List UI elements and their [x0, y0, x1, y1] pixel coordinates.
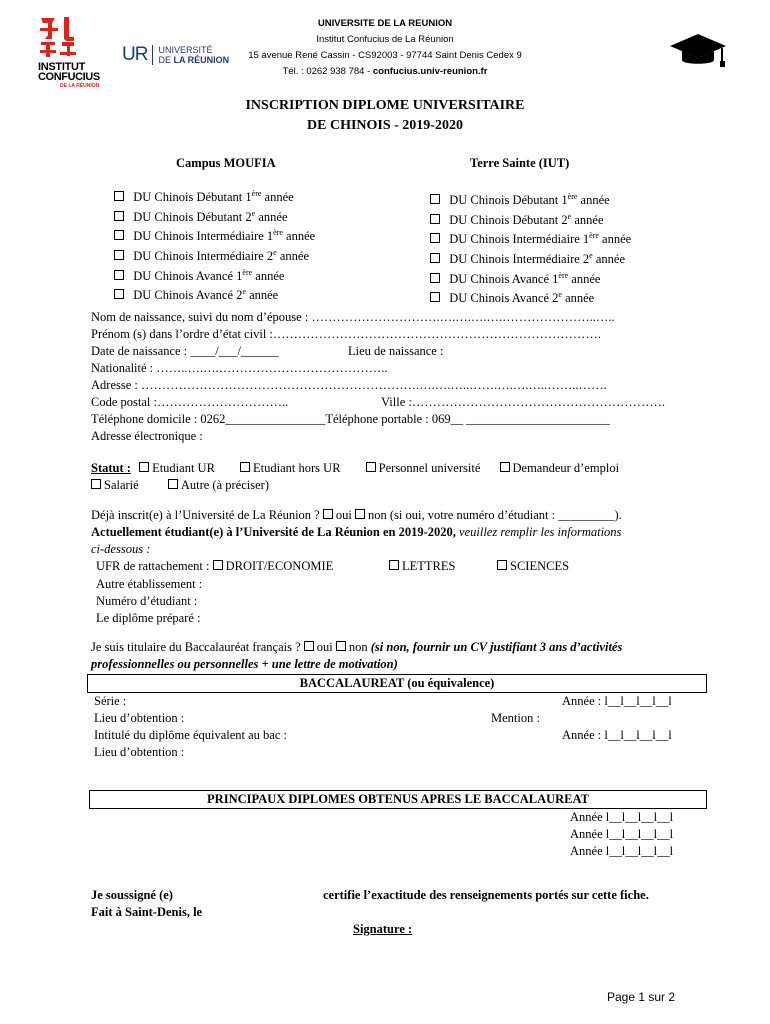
confucius-chinese-characters-icon [38, 14, 98, 58]
confucius-logo [38, 14, 98, 94]
field-autre-etablissement[interactable]: Autre établissement : [96, 577, 203, 591]
phone: Tél. : 0262 938 784 - [282, 66, 371, 77]
terre-sainte-option[interactable]: DU Chinois Intermédiaire 1ère année [430, 228, 631, 248]
ufr-label: UFR de rattachement : [96, 559, 210, 573]
checkbox-non[interactable] [355, 509, 365, 519]
checkbox[interactable] [213, 560, 223, 570]
checkbox[interactable] [91, 479, 101, 489]
terre-sainte-option[interactable]: DU Chinois Avancé 1ère année [430, 268, 631, 288]
checkbox[interactable] [114, 211, 124, 221]
bac-note: (si non, fournir un CV justifiant 3 ans d’activités [370, 640, 623, 654]
bac-question-row [91, 640, 622, 655]
diplomes-years [570, 809, 673, 860]
checkbox[interactable] [168, 479, 178, 489]
ufr-row [96, 559, 333, 574]
field-annee-bac[interactable]: Année : l__l__l__l__l [562, 694, 672, 708]
field-date-naissance[interactable]: Date de naissance : ____/___/______ [91, 344, 279, 358]
checkbox[interactable] [430, 273, 440, 283]
checkbox[interactable] [114, 289, 124, 299]
field-annee-diplome[interactable]: Année l__l__l__l__l [570, 827, 674, 841]
moufia-option[interactable]: DU Chinois Intermédiaire 1ère année [114, 225, 315, 245]
bac-note-2: professionnelles ou personnelles + une lettre de motivation) [91, 657, 398, 671]
field-mention[interactable]: Mention : [491, 711, 540, 725]
statut-option[interactable]: Demandeur d’emploi [500, 461, 620, 475]
statut-row-2 [91, 478, 269, 493]
actuel-text: Actuellement étudiant(e) à l’Université de La Réunion en 2019-2020, [91, 525, 456, 539]
field-annee-diplome[interactable]: Année l__l__l__l__l [570, 844, 674, 858]
field-code-postal[interactable]: Code postal :………………………….. [91, 395, 289, 409]
ufr-option[interactable]: DROIT/ECONOMIE [213, 559, 334, 573]
diplomes-box-title: PRINCIPAUX DIPLOMES OBTENUS APRES LE BACCALAUREAT [89, 790, 707, 809]
contact-line [175, 66, 595, 77]
field-tel-portable[interactable]: Téléphone portable : 069__ _______________________ [325, 412, 611, 426]
moufia-option[interactable]: DU Chinois Débutant 1ère année [114, 186, 315, 206]
field-lieu-naissance[interactable]: Lieu de naissance : [348, 344, 444, 358]
actuel-note-2: ci-dessous : [91, 542, 151, 556]
checkbox[interactable] [240, 462, 250, 472]
logo-text-1: INSTITUT [38, 61, 86, 73]
campus-terre-sainte-title: Terre Sainte (IUT) [470, 156, 570, 170]
campus-moufia-options [114, 186, 315, 304]
oui-label: oui [335, 508, 352, 522]
checkbox[interactable] [430, 214, 440, 224]
checkbox-oui[interactable] [323, 509, 333, 519]
campus-terre-sainte-options [430, 189, 631, 307]
bac-box-title: BACCALAUREAT (ou équivalence) [87, 674, 707, 693]
graduation-cap-icon [668, 30, 728, 76]
field-prenom[interactable]: Prénom (s) dans l’ordre d’état civil :……………………………………………………………………. [91, 327, 602, 341]
checkbox[interactable] [139, 462, 149, 472]
statut-row-1 [91, 461, 619, 476]
moufia-option[interactable]: DU Chinois Intermédiaire 2e année [114, 245, 315, 265]
field-nom[interactable]: Nom de naissance, suivi du nom d’épouse : ………………………….….….….….…………………..….. [91, 310, 615, 324]
statut-option[interactable]: Salarié [91, 478, 139, 492]
non-label: non [348, 640, 368, 654]
checkbox-oui[interactable] [304, 641, 314, 651]
statut-option[interactable]: Etudiant UR [139, 461, 215, 475]
field-adresse[interactable]: Adresse : ………………………………………………………….….….…..…….….….…..……..……. [91, 378, 607, 392]
moufia-option[interactable]: DU Chinois Débutant 2e année [114, 206, 315, 226]
field-annee-diplome[interactable]: Année l__l__l__l__l [570, 810, 674, 824]
signature-label: Signature : [353, 922, 413, 936]
actuel-note: veuillez remplir les informations [459, 525, 622, 539]
checkbox[interactable] [430, 194, 440, 204]
ur-mark: UR [122, 44, 148, 65]
fait-a-label: Fait à Saint-Denis, le [91, 905, 203, 919]
terre-sainte-option[interactable]: DU Chinois Intermédiaire 2e année [430, 248, 631, 268]
ur-divider [152, 45, 153, 65]
checkbox[interactable] [114, 270, 124, 280]
website-link[interactable]: confucius.univ-reunion.fr [372, 66, 488, 77]
checkbox[interactable] [389, 560, 399, 570]
field-intitule[interactable]: Intitulé du diplôme équivalent au bac : [94, 728, 287, 742]
checkbox[interactable] [500, 462, 510, 472]
ur-line2: LA RÉUNION [173, 55, 230, 65]
university-name: UNIVERSITE DE LA REUNION [317, 18, 453, 29]
terre-sainte-option[interactable]: DU Chinois Avancé 2e année [430, 287, 631, 307]
field-nationalite[interactable]: Nationalité : ……..….….………………………………….. [91, 361, 388, 375]
field-email[interactable]: Adresse électronique : [91, 429, 203, 443]
field-lieu-obtention[interactable]: Lieu d’obtention : [94, 711, 185, 725]
campus-moufia-title: Campus MOUFIA [176, 156, 276, 170]
statut-option[interactable]: Autre (à préciser) [168, 478, 269, 492]
institute-address: 15 avenue René Cassin - CS92003 - 97744 Saint Denis Cedex 9 [248, 50, 522, 61]
field-tel-domicile[interactable]: Téléphone domicile : 0262________________ [91, 412, 326, 426]
form-title-line2: DE CHINOIS - 2019-2020 [307, 118, 463, 133]
checkbox[interactable] [497, 560, 507, 570]
logo-text-2: CONFUCIUS [38, 71, 100, 83]
institute-name: Institut Confucius de La Réunion [316, 34, 454, 45]
ur-line2-pre: DE [158, 55, 174, 65]
checkbox-non[interactable] [336, 641, 346, 651]
ufr-option[interactable]: LETTRES [389, 559, 455, 574]
logo-text-3: DE LA RÉUNION [60, 83, 100, 89]
certifie-text: certifie l’exactitude des renseignements portés sur cette fiche. [323, 888, 649, 902]
checkbox[interactable] [114, 230, 124, 240]
bac-question: Je suis titulaire du Baccalauréat français ? [91, 640, 301, 654]
field-annee-equivalent[interactable]: Année : l__l__l__l__l [562, 728, 672, 742]
statut-label: Statut : [91, 461, 131, 475]
checkbox[interactable] [114, 191, 124, 201]
moufia-option[interactable]: DU Chinois Avancé 1ère année [114, 265, 315, 285]
field-ville[interactable]: Ville :……………………………………………………. [381, 395, 665, 409]
terre-sainte-option[interactable]: DU Chinois Débutant 1ère année [430, 189, 631, 209]
identity-section [91, 309, 691, 445]
statut-option[interactable]: Personnel université [366, 461, 481, 475]
etudiant-fields [96, 576, 202, 627]
terre-sainte-option[interactable]: DU Chinois Débutant 2e année [430, 209, 631, 229]
ufr-option[interactable]: SCIENCES [497, 559, 569, 574]
checkbox[interactable] [430, 233, 440, 243]
field-numero-etudiant[interactable]: Numéro d’étudiant : [96, 594, 198, 608]
actuel-row [91, 525, 621, 540]
non-label: non (si oui, votre numéro d’étudiant : _________). [367, 508, 622, 522]
moufia-option[interactable]: DU Chinois Avancé 2e année [114, 284, 315, 304]
soussigne-label: Je soussigné (e) [91, 888, 173, 902]
field-lieu-obtention-2[interactable]: Lieu d’obtention : [94, 745, 185, 759]
checkbox[interactable] [366, 462, 376, 472]
checkbox[interactable] [430, 253, 440, 263]
field-serie[interactable]: Série : [94, 694, 127, 708]
oui-label: oui [316, 640, 333, 654]
ur-line1: UNIVERSITÉ [158, 45, 213, 55]
field-diplome-prepare[interactable]: Le diplôme préparé : [96, 611, 201, 625]
checkbox[interactable] [430, 292, 440, 302]
deja-inscrit-question: Déjà inscrit(e) à l’Université de La Réunion ? [91, 508, 320, 522]
checkbox[interactable] [114, 250, 124, 260]
deja-inscrit-row [91, 508, 622, 523]
form-title-line1: INSCRIPTION DIPLOME UNIVERSITAIRE [245, 98, 525, 113]
statut-option[interactable]: Etudiant hors UR [240, 461, 341, 475]
page-number: Page 1 sur 2 [607, 990, 676, 1004]
